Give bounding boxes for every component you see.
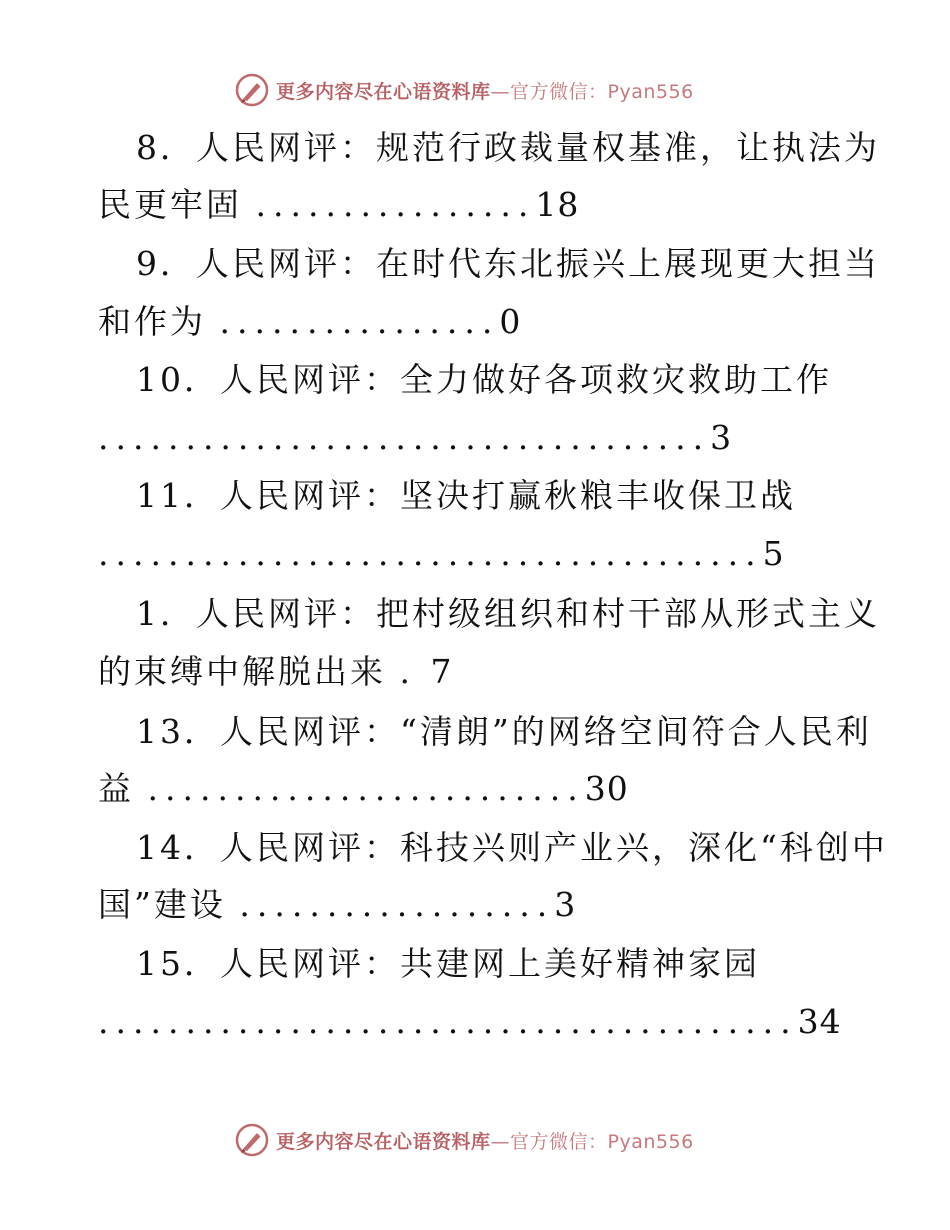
toc-entry-continuation (0, 761, 950, 817)
toc-page-number: 7 (430, 652, 453, 691)
toc-leader-dots: ................ (219, 302, 500, 341)
toc-entry-continuation (0, 294, 950, 350)
toc-entry-title-cont: 和作为 (98, 302, 206, 341)
toc-entry-title-cont: 国”建设 (98, 885, 226, 924)
header-banner (234, 72, 694, 108)
toc-page-number: 3 (710, 418, 733, 457)
pen-logo-icon (234, 72, 270, 108)
toc-entry-title: 10．人民网评：全力做好各项救灾救助工作 (136, 360, 832, 399)
toc-entry-title: 13．人民网评：“清朗”的网络空间符合人民利 (136, 712, 872, 751)
footer-banner (234, 1122, 694, 1158)
toc-entry-title: 15．人民网评：共建网上美好精神家园 (136, 944, 760, 983)
toc-page-number: 0 (499, 302, 522, 341)
toc-leader-dots: ......................... (147, 769, 585, 808)
toc-entry-continuation (0, 526, 950, 582)
toc-entry-continuation (0, 644, 950, 700)
toc-entry-continuation (0, 410, 950, 466)
banner-main-text: 更多内容尽在心语资料库 (276, 1130, 491, 1153)
toc-entry-continuation (0, 177, 950, 233)
toc-entry-title: 14．人民网评：科技兴则产业兴，深化“科创中 (136, 828, 888, 867)
toc-leader-dots: ................................... (98, 418, 711, 457)
toc-entry-continuation (0, 877, 950, 933)
banner-text (276, 1127, 694, 1154)
banner-rest-text: —官方微信：Pyan556 (490, 1130, 694, 1153)
toc-entry-title: 8．人民网评：规范行政裁量权基准，让执法为 (136, 128, 880, 167)
toc-page-number: 5 (762, 534, 785, 573)
toc-page-number: 34 (797, 1002, 842, 1041)
toc-leader-dots: ........................................ (98, 1002, 798, 1041)
toc-leader-dots: .................. (239, 885, 555, 924)
banner-rest-text: —官方微信：Pyan556 (490, 80, 694, 103)
toc-leader-dots: . (399, 652, 417, 691)
toc-entry-title: 1．人民网评：把村级组织和村干部从形式主义 (136, 594, 880, 633)
toc-entry-title-cont: 的束缚中解脱出来 (98, 652, 386, 691)
banner-text (276, 77, 694, 104)
toc-entry-title-cont: 民更牢固 (98, 185, 242, 224)
banner-main-text: 更多内容尽在心语资料库 (276, 80, 491, 103)
toc-entry-title: 9．人民网评：在时代东北振兴上展现更大担当 (136, 244, 880, 283)
toc-entry-continuation (0, 994, 950, 1050)
toc-page-number: 30 (584, 769, 629, 808)
toc-entry-title-cont: 益 (98, 769, 134, 808)
toc-entry-title: 11．人民网评：坚决打赢秋粮丰收保卫战 (136, 476, 796, 515)
toc-page-number: 18 (535, 185, 580, 224)
pen-logo-icon (234, 1122, 270, 1158)
toc-page-number: 3 (554, 885, 577, 924)
toc-leader-dots: ...................................... (98, 534, 763, 573)
toc-leader-dots: ................ (255, 185, 536, 224)
